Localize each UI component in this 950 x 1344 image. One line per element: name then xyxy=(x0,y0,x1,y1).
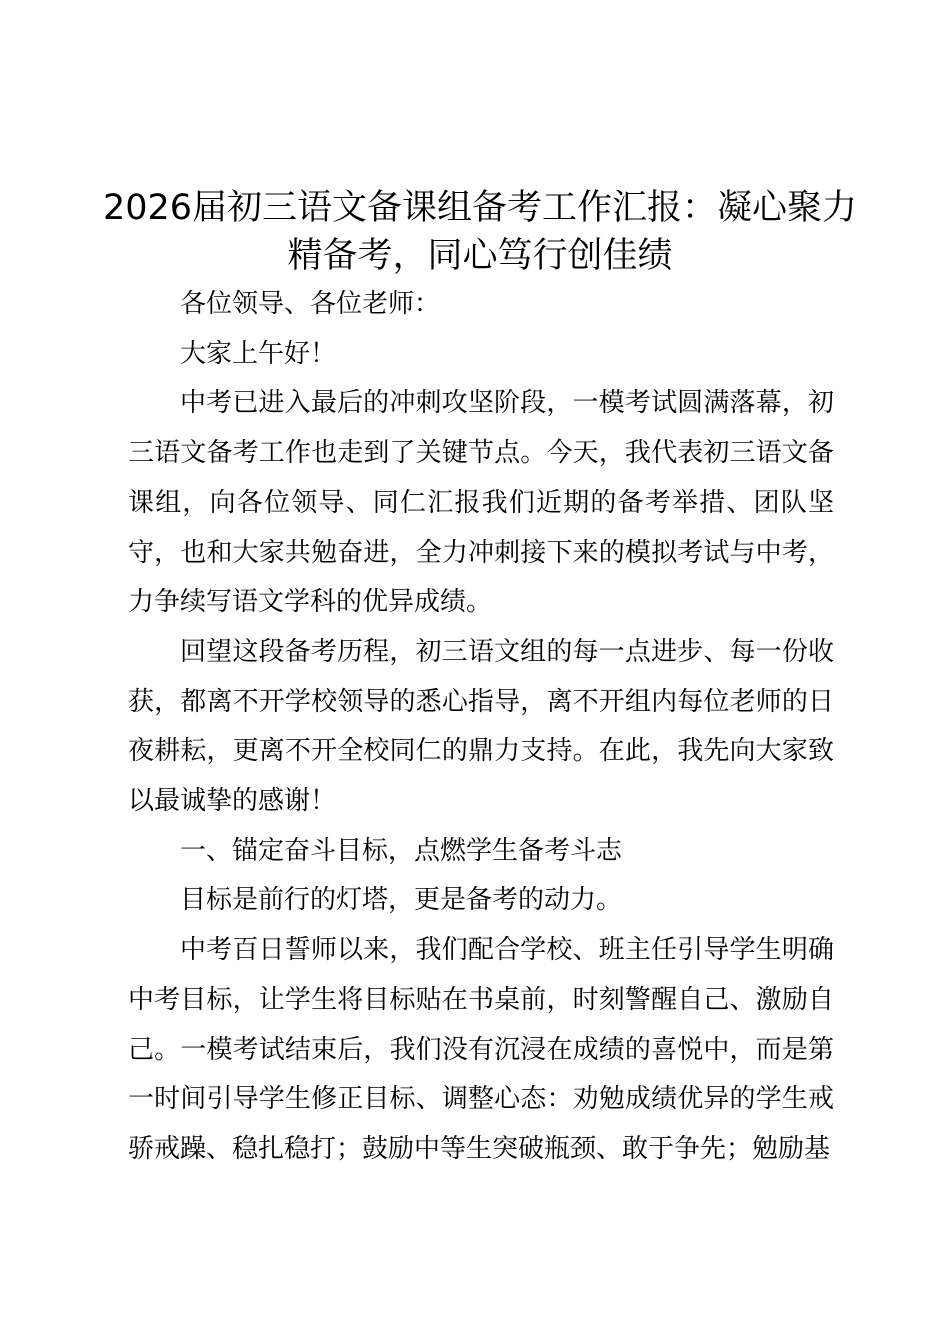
paragraph: 中考已进入最后的冲刺攻坚阶段，一模考试圆满落幕，初三语文备考工作也走到了关键节点。今天，我代表初三语文备课组，向各位领导、同仁汇报我们近期的备考举措、团队坚守，也和大家共勉奋进，全力冲刺接下来的模拟考试与中考，力争续写语文学科的优异成绩。 xyxy=(128,388,834,618)
greeting: 大家上午好！ xyxy=(180,338,337,369)
paragraph: 中考百日誓师以来，我们配合学校、班主任引导学生明确中考目标，让学生将目标贴在书桌前，时刻警醒自己、激励自己。一模考试结束后，我们没有沉浸在成绩的喜悦中，而是第一时间引导学生修正目标、调整心态：劝勉成绩优异的学生戒骄戒躁、稳扎稳打；鼓励中等生突破瓶颈、敢于争先；勉励基 xyxy=(128,935,834,1164)
salutation: 各位领导、各位老师： xyxy=(180,289,441,319)
paragraph: 回望这段备考历程，初三语文组的每一点进步、每一份收获，都离不开学校领导的悉心指导，离不开组内每位老师的日夜耕耘，更离不开全校同仁的鼎力支持。在此，我先向大家致以最诚挚的感谢！ xyxy=(128,636,834,817)
section-lead: 目标是前行的灯塔，更是备考的动力。 xyxy=(180,885,623,916)
document-body xyxy=(128,280,834,1175)
section-heading: 一、锚定奋斗目标，点燃学生备考斗志 xyxy=(180,835,623,866)
document-title: 2026届初三语文备课组备考工作汇报：凝心聚力精备考，同心笃行创佳绩 xyxy=(102,188,858,276)
